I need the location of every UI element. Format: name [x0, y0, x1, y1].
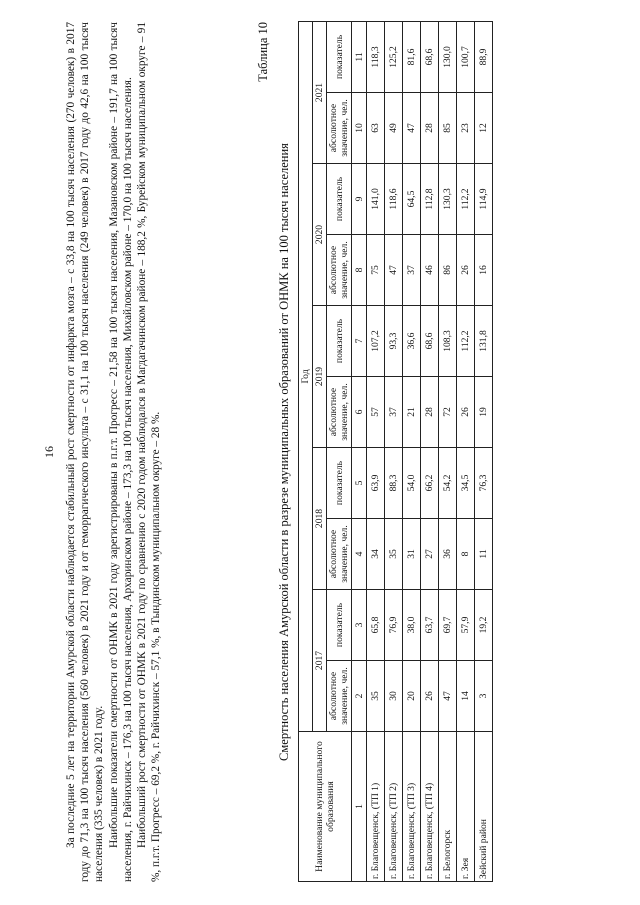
table-row: [403, 21, 421, 881]
table-row: [439, 21, 457, 881]
header-rate: показатель: [327, 448, 352, 519]
header-rate: показатель: [327, 590, 352, 661]
cell-absolute: 12: [475, 93, 493, 164]
table-row: [421, 21, 439, 881]
cell-absolute: 20: [403, 661, 421, 732]
cell-absolute: 35: [367, 661, 385, 732]
table-row: [367, 21, 385, 881]
column-number: 4: [352, 519, 367, 590]
header-rate: показатель: [327, 21, 352, 92]
cell-absolute: 8: [457, 519, 475, 590]
cell-absolute: 26: [421, 661, 439, 732]
cell-rate: 54,2: [439, 448, 457, 519]
cell-rate: 130,0: [439, 21, 457, 92]
column-number: 11: [352, 21, 367, 92]
cell-absolute: 36: [439, 519, 457, 590]
cell-absolute: 30: [385, 661, 403, 732]
cell-rate: 69,7: [439, 590, 457, 661]
cell-rate: 88,9: [475, 21, 493, 92]
row-name: г. Белогорск: [439, 732, 457, 882]
cell-rate: 64,5: [403, 164, 421, 235]
cell-rate: 93,3: [385, 306, 403, 377]
rotated-page: [40, 22, 600, 882]
cell-absolute: 34: [367, 519, 385, 590]
row-name: Зейский район: [475, 732, 493, 882]
cell-rate: 114,9: [475, 164, 493, 235]
cell-rate: 125,2: [385, 21, 403, 92]
cell-rate: 118,6: [385, 164, 403, 235]
table-row: [457, 21, 475, 881]
cell-absolute: 26: [457, 377, 475, 448]
cell-absolute: 37: [403, 235, 421, 306]
cell-rate: 68,6: [421, 306, 439, 377]
cell-absolute: 23: [457, 93, 475, 164]
table-body: [367, 21, 493, 881]
header-abs: абсолютное значение, чел.: [327, 519, 352, 590]
header-abs: абсолютное значение, чел.: [327, 235, 352, 306]
cell-rate: 112,2: [457, 306, 475, 377]
mortality-table: [298, 21, 493, 882]
row-name: г. Благовещенск, (ТП 1): [367, 732, 385, 882]
cell-absolute: 49: [385, 93, 403, 164]
column-number: 2: [352, 661, 367, 732]
column-number-row: [352, 21, 367, 881]
column-number: 1: [352, 732, 367, 882]
cell-rate: 88,3: [385, 448, 403, 519]
row-name: г. Благовещенск, (ТП 4): [421, 732, 439, 882]
header-name-column: Наименование муниципального образования: [299, 732, 352, 882]
header-year-2019: 2019: [313, 306, 327, 448]
cell-rate: 107,2: [367, 306, 385, 377]
row-name: г. Благовещенск, (ТП 2): [385, 732, 403, 882]
cell-absolute: 47: [403, 93, 421, 164]
header-abs: абсолютное значение, чел.: [327, 377, 352, 448]
cell-rate: 81,6: [403, 21, 421, 92]
header-year-2020: 2020: [313, 164, 327, 306]
cell-absolute: 85: [439, 93, 457, 164]
cell-rate: 68,6: [421, 21, 439, 92]
header-year: Год: [299, 21, 313, 731]
row-name: г. Зея: [457, 732, 475, 882]
column-number: 6: [352, 377, 367, 448]
page-number: 16: [42, 446, 56, 458]
cell-absolute: 72: [439, 377, 457, 448]
cell-absolute: 47: [439, 661, 457, 732]
cell-rate: 36,6: [403, 306, 421, 377]
cell-rate: 108,3: [439, 306, 457, 377]
cell-absolute: 37: [385, 377, 403, 448]
cell-absolute: 16: [475, 235, 493, 306]
cell-rate: 63,9: [367, 448, 385, 519]
column-number: 8: [352, 235, 367, 306]
cell-rate: 54,0: [403, 448, 421, 519]
cell-absolute: 31: [403, 519, 421, 590]
cell-rate: 112,8: [421, 164, 439, 235]
cell-absolute: 27: [421, 519, 439, 590]
cell-absolute: 35: [385, 519, 403, 590]
cell-rate: 141,0: [367, 164, 385, 235]
header-abs: абсолютное значение, чел.: [327, 661, 352, 732]
cell-absolute: 75: [367, 235, 385, 306]
cell-absolute: 21: [403, 377, 421, 448]
cell-absolute: 28: [421, 93, 439, 164]
cell-absolute: 86: [439, 235, 457, 306]
cell-absolute: 28: [421, 377, 439, 448]
column-number: 7: [352, 306, 367, 377]
cell-absolute: 47: [385, 235, 403, 306]
paragraph-1: За последние 5 лет на территории Амурской области наблюдается стабильный рост смертности от инфаркта мозга – с 33,8 на 100 тысяч населения (270 человек) в 2017 году до 71,3 на 100 тысяч населения (560 человек) в 2021 году и от геморрагического инсульта – с 31,1 на 100 тысяч населения (249 человек) в 2017 году до 42,6 на 100 тысяч населения (335 человек) в 2021 году.: [65, 22, 106, 882]
cell-absolute: 19: [475, 377, 493, 448]
header-rate: показатель: [327, 306, 352, 377]
cell-rate: 66,2: [421, 448, 439, 519]
cell-rate: 19,2: [475, 590, 493, 661]
cell-absolute: 14: [457, 661, 475, 732]
table-label: Таблица 10: [256, 22, 270, 82]
cell-rate: 130,3: [439, 164, 457, 235]
paragraph-3: Наибольший рост смертности от ОНМК в 2021 году по сравнению с 2020 годом наблюдался в Магдагачинском районе – 188,2 %, Бурейском муниципальном округе – 91 %, п.г.т. Прогресс – 69,2 %, г. Райчихинск – 57,1 %, в Тындинском муниципальном округе – 28 %.: [136, 22, 163, 882]
cell-rate: 76,9: [385, 590, 403, 661]
table-caption: Смертность населения Амурской области в разрезе муниципальных образований от ОНМК на 100 тысяч населения: [277, 143, 291, 761]
cell-absolute: 3: [475, 661, 493, 732]
header-rate: показатель: [327, 164, 352, 235]
cell-absolute: 46: [421, 235, 439, 306]
cell-absolute: 26: [457, 235, 475, 306]
column-number: 3: [352, 590, 367, 661]
cell-absolute: 63: [367, 93, 385, 164]
cell-absolute: 11: [475, 519, 493, 590]
column-number: 5: [352, 448, 367, 519]
header-year-2017: 2017: [313, 590, 327, 732]
paragraph-2: Наибольшие показатели смертности от ОНМК в 2021 году зарегистрированы в п.г.т. Прогресс – 21,58 на 100 тысяч населения, Мазановском районе – 191,7 на 100 тысяч населения, г. Райчихинск – 176,3 на 100 тысяч населения, Архаринском районе – 173,3 на 100 тысяч населения, Михайловском районе – 170,0 на 100 тысяч населения.: [107, 22, 134, 882]
cell-rate: 118,3: [367, 21, 385, 92]
table-row: [385, 21, 403, 881]
cell-rate: 100,7: [457, 21, 475, 92]
header-year-2021: 2021: [313, 21, 327, 163]
header-year-2018: 2018: [313, 448, 327, 590]
cell-rate: 57,9: [457, 590, 475, 661]
cell-rate: 65,8: [367, 590, 385, 661]
cell-rate: 131,8: [475, 306, 493, 377]
cell-rate: 76,3: [475, 448, 493, 519]
cell-absolute: 57: [367, 377, 385, 448]
column-number: 10: [352, 93, 367, 164]
column-number: 9: [352, 164, 367, 235]
cell-rate: 34,5: [457, 448, 475, 519]
table-row: [475, 21, 493, 881]
header-abs: абсолютное значение, чел.: [327, 93, 352, 164]
row-name: г. Благовещенск, (ТП 3): [403, 732, 421, 882]
cell-rate: 38,0: [403, 590, 421, 661]
cell-rate: 112,2: [457, 164, 475, 235]
body-text: [64, 22, 163, 882]
cell-rate: 63,7: [421, 590, 439, 661]
